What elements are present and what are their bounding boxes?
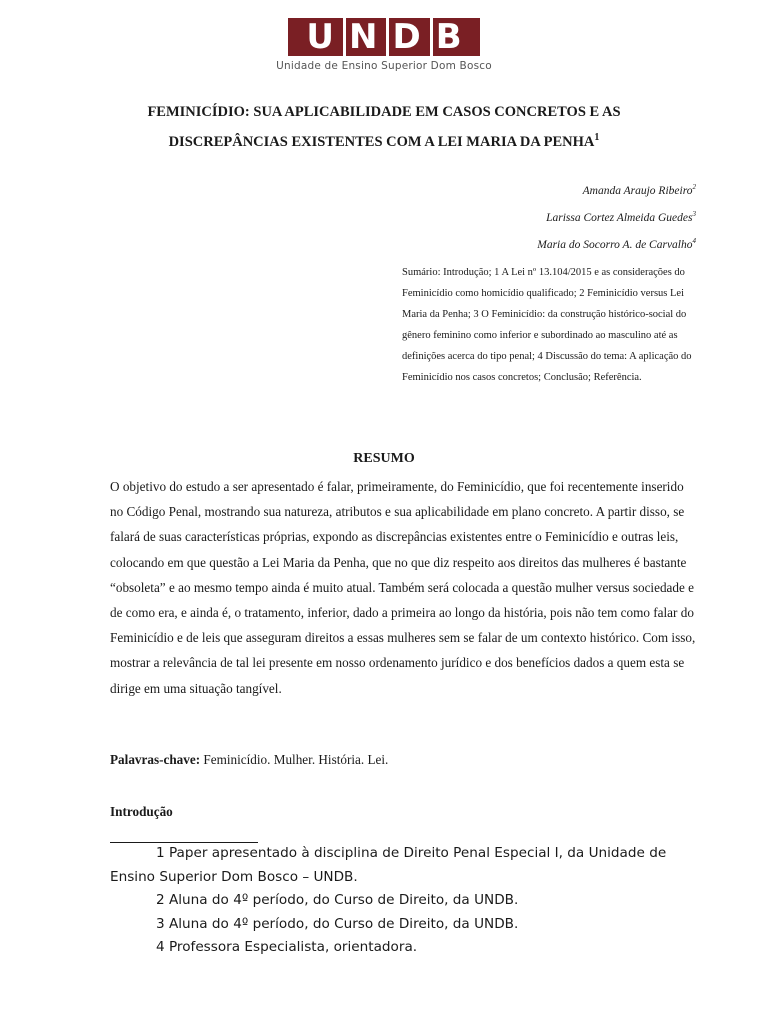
logo-letter: B [435, 17, 468, 57]
logo-mark [288, 18, 479, 56]
keywords [110, 752, 388, 768]
keywords-label: Palavras-chave: [110, 752, 201, 767]
paper-title [100, 100, 668, 155]
footnote: 2 Aluna do 4º período, do Curso de Direito, da UNDB. [156, 892, 519, 908]
logo-letter: U [306, 17, 340, 57]
footnotes [110, 842, 700, 960]
footnote: 4 Professora Especialista, orientadora. [156, 939, 418, 955]
author-list [537, 176, 696, 256]
footnote: 1 Paper apresentado à disciplina de Direito Penal Especial I, da Unidade de Ensino Superior Dom Bosco – UNDB. [110, 845, 667, 885]
title-footnote-ref: 1 [594, 132, 600, 143]
section-heading-introduction: Introdução [110, 804, 173, 819]
abstract-text: O objetivo do estudo a ser apresentado é falar, primeiramente, do Feminicídio, que foi recentemente inserido no Código Penal, mostrando sua natureza, atributos e sua aplicabilidade em plano concreto. A partir disso, se falará de suas características próprias, expondo as discrepâncias existentes entre o Feminicídio e outras leis, colocando em que questão a Lei Maria da Penha, que no que diz respeito aos direitos das mulheres é bastante “obsoleta” e ao mesmo tempo ainda é muito atual. Também será colocada a questão mulher versus sociedade e de como era, e ainda é, o tratamento, inferior, dado a primeira ao longo da história, pois não tem como falar do Feminicídio e de leis que asseguram direitos a essas mulheres sem se falar de um contexto histórico. Com isso, mostrar a relevância de tal lei presente em nosso ordenamento jurídico e dos benefícios dados a quem esta se dirige em uma situação tangível. [110, 479, 696, 696]
logo-subtitle: Unidade de Ensino Superior Dom Bosco [276, 60, 492, 72]
logo-letter: D [392, 17, 427, 57]
abstract-heading: RESUMO [353, 451, 415, 466]
author-name: Larissa Cortez Almeida Guedes$^3$ [546, 209, 696, 224]
institution-logo [0, 18, 768, 72]
title-line-2: DISCREPÂNCIAS EXISTENTES COM A LEI MARIA DA PENHA$^1$ [168, 132, 600, 150]
author-name: Amanda Araujo Ribeiro$^2$ [582, 183, 696, 197]
title-line-1: FEMINICÍDIO: SUA APLICABILIDADE EM CASOS CONCRETOS E AS [147, 104, 621, 120]
footnote: 3 Aluna do 4º período, do Curso de Direito, da UNDB. [156, 915, 519, 932]
keywords-value: Feminicídio. Mulher. História. Lei. [203, 752, 389, 767]
logo-letter: N [348, 17, 384, 57]
author-name: Maria do Socorro A. de Carvalho$^4$ [537, 236, 696, 251]
table-of-contents: Sumário: Introdução; 1 A Lei nº 13.104/2015 e as considerações do Feminicídio como homicídio qualificado; 2 Feminicídio versus Lei Maria da Penha; 3 O Feminicídio: da construção histórico-social do gênero feminino como inferior e subordinado ao masculino até as definições acerca do tipo penal; 4 Discussão do tema: A aplicação do Feminicídio nos casos concretos; Conclusão; Referência. [402, 267, 692, 383]
